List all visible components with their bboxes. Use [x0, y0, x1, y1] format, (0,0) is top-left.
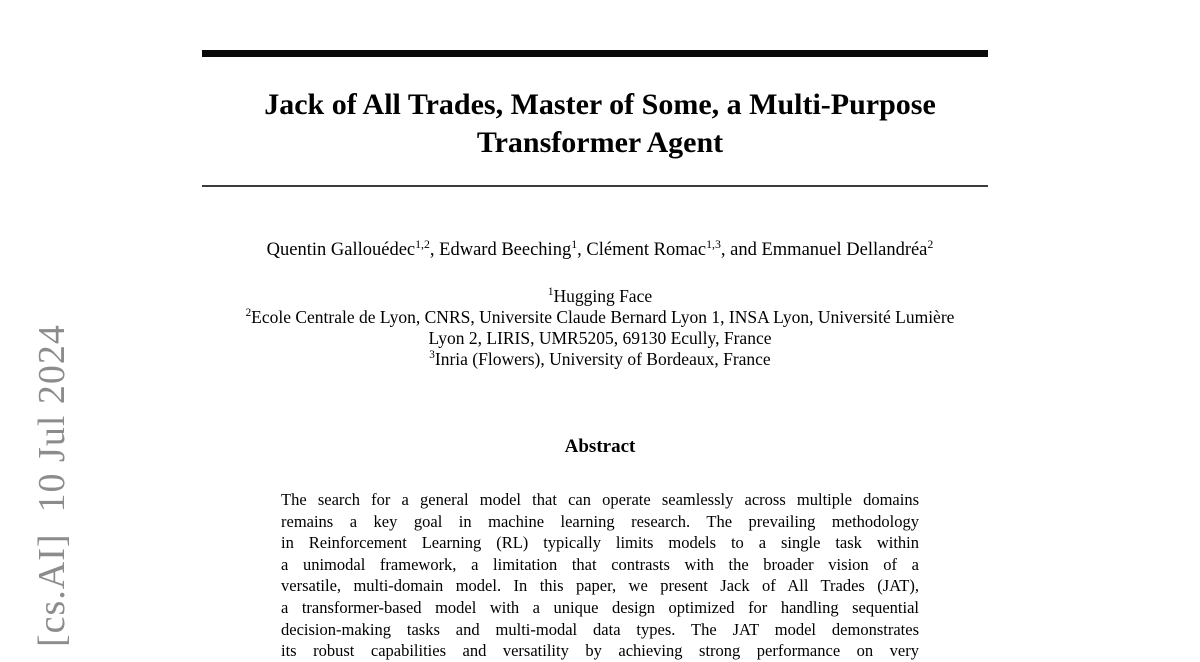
paper-title-line-2: Transformer Agent	[476, 126, 724, 159]
author-3-affiliation-sup: 1,3	[706, 236, 721, 251]
author-name-3: Clément Romac	[586, 240, 707, 260]
affiliation-line-4	[0, 349, 1200, 370]
abstract-heading: Abstract	[564, 436, 636, 457]
author-name-1: Quentin Gallouédec	[266, 240, 416, 260]
affiliations-block	[0, 286, 1200, 370]
affiliation-1-sup: 1	[547, 286, 554, 299]
author-4-affiliation-sup: 2	[927, 236, 934, 251]
abstract-line: versatile, multi-domain model. In this paper, we present Jack of All Trades (JAT),	[281, 576, 919, 596]
arxiv-watermark: [cs.AI] 10 Jul 2024	[31, 324, 73, 647]
affiliation-3-text: Inria (Flowers), University of Bordeaux, France	[434, 349, 771, 369]
affiliation-3-sup: 3	[429, 349, 435, 362]
affiliation-line-1	[0, 286, 1200, 307]
abstract-line: in Reinforcement Learning (RL) typically limits models to a single task within	[281, 533, 919, 553]
author-1-affiliation-sup: 1,2	[415, 236, 430, 251]
author-separator-and: , and	[720, 240, 762, 260]
title-rule-top	[202, 50, 988, 57]
abstract-line: a unimodal framework, a limitation that contrasts with the broader vision of a	[281, 554, 919, 574]
abstract-line: remains a key goal in machine learning research. The prevailing methodology	[281, 511, 919, 531]
author-2-affiliation-sup: 1	[571, 236, 578, 251]
author-name-4: Emmanuel Dellandréa	[761, 240, 928, 260]
affiliation-1-text: Hugging Face	[553, 286, 653, 306]
affiliation-line-2	[0, 307, 1200, 328]
author-separator: ,	[429, 240, 440, 260]
affiliation-line-3	[0, 328, 1200, 349]
abstract-line: The search for a general model that can operate seamlessly across multiple domains	[281, 490, 919, 509]
paper-title	[0, 86, 1200, 162]
author-separator: ,	[577, 240, 587, 260]
abstract-line-cutoff: its robust capabilities and versatility by achieving strong performance on very	[281, 641, 919, 661]
abstract-line: a transformer-based model with a unique design optimized for handling sequential	[281, 597, 919, 617]
author-name-2: Edward Beeching	[439, 240, 572, 260]
affiliation-2-text: Ecole Centrale de Lyon, CNRS, Universite Claude Bernard Lyon 1, INSA Lyon, Université Lumière	[251, 307, 955, 327]
paper-title-line-1: Jack of All Trades, Master of Some, a Multi-Purpose	[264, 88, 936, 121]
author-line	[0, 238, 1200, 262]
title-rule-bottom	[202, 185, 988, 187]
abstract-body	[281, 489, 919, 662]
affiliation-2-continuation: Lyon 2, LIRIS, UMR5205, 69130 Ecully, France	[428, 328, 772, 348]
affiliation-2-sup: 2	[245, 307, 252, 320]
abstract-line: decision-making tasks and multi-modal data types. The JAT model demonstrates	[281, 619, 919, 639]
